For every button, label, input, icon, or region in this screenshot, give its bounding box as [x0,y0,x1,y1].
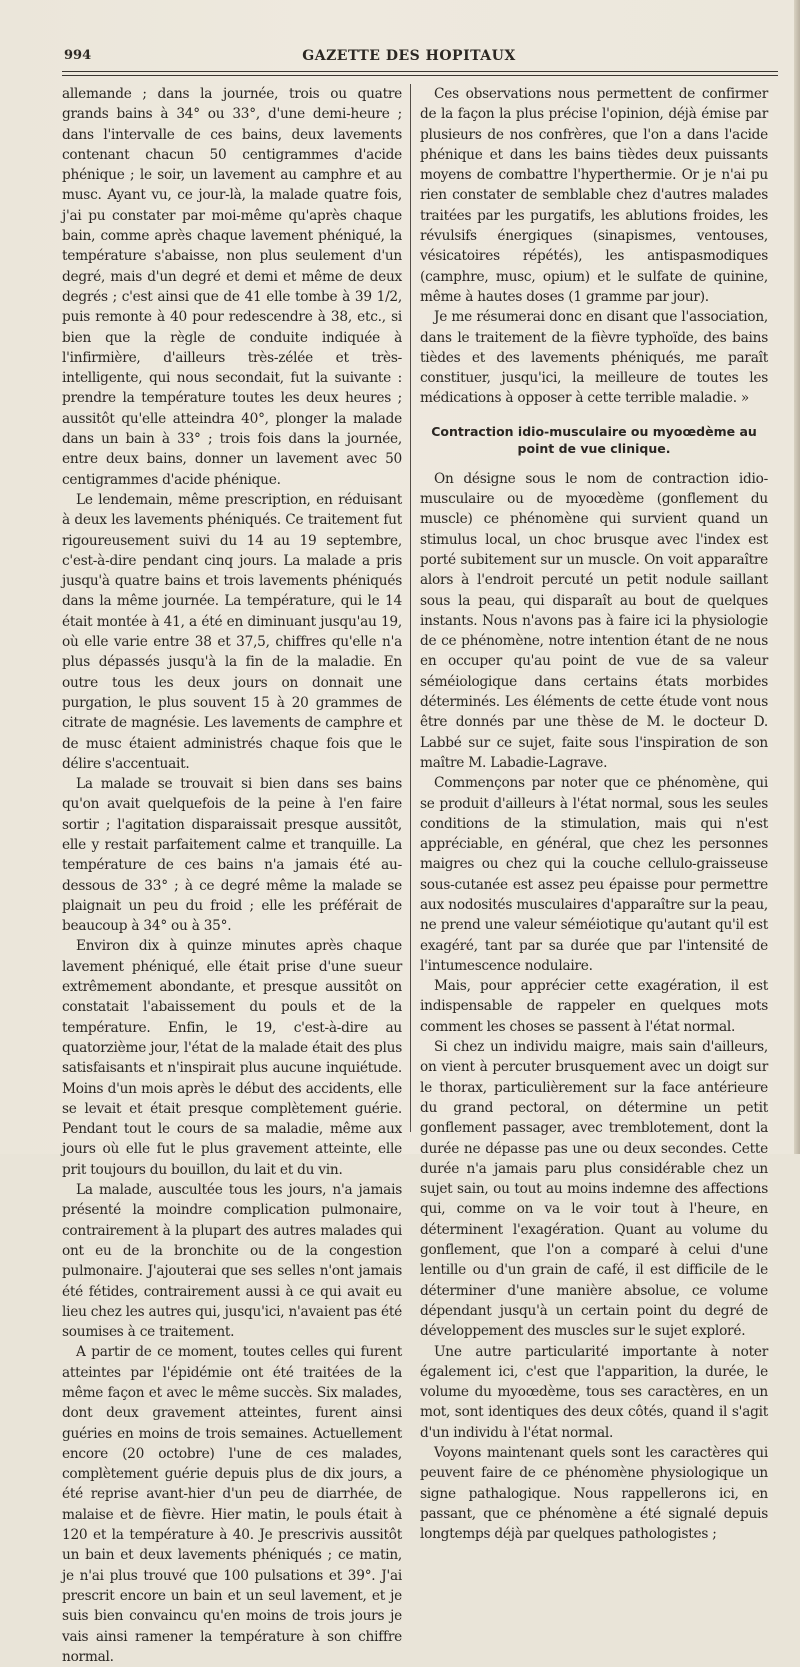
left-paragraph: allemande ; dans la journée, trois ou quatre grands bains à 34° ou 33°, d'une demi-heure ; dans l'intervalle de ces bains, deux lavements contenant chacun 50 centigrammes d'acide phénique ; le soir, un lavement au camphre et au musc. Ayant vu, ce jour-là, la malade quatre fois, j'ai pu constater par moi-même qu'après chaque bain, comme après chaque lavement phéniqué, la température s'abaisse, non plus seulement d'un degré, mais d'un degré et demi et même de deux degrés ; c'est ainsi que de 41 elle tombe à 39 1/2, puis remonte à 40 pour redescendre à 38, etc., si bien que la règle de conduite indiquée à l'infirmière, d'ailleurs très-zélée et très-intelligente, qui nous secondait, fut la suivante : prendre la température toutes les deux heures ; aussitôt qu'elle atteindra 40°, plonger la malade dans un bain à 33° ; trois fois dans la journée, entre deux bains, donner un lavement avec 50 centigrammes d'acide phénique. [62,86,402,488]
section-paragraph: Voyons maintenant quels sont les caractères qui peuvent faire de ce phénomène physiologique un signe pathalogique. Nous rappellerons ici, en passant, que ce phénomène a été signalé depuis longtemps déjà par quelques pathologistes ; [420,1445,768,1543]
section-heading: Contraction idio-musculaire ou myoœdème au point de vue clinique. [431,423,757,456]
section-paragraph: Si chez un individu maigre, mais sain d'ailleurs, on vient à percuter brusquement avec un doigt sur le thorax, particulièrement sur la face antérieure du grand pectoral, on détermine un petit gonflement passager, avec tremblotement, dont la durée ne dépasse pas une ou deux secondes. Cette durée n'a jamais paru plus considérable chez un sujet sain, ou tout au moins indemne des affections qui, comme on va le voir tout à l'heure, en déterminent l'exagération. Quant au volume du gonflement, que l'on a comparé à celui d'une lentille ou d'un grain de café, il est difficile de le déterminer d'une manière absolue, ce volume dépendant jusqu'à un certain point du degré de développement des muscles sur le sujet exploré. [420,1039,768,1340]
page-number: 994 [64,48,92,63]
left-paragraph: La malade se trouvait si bien dans ses bains qu'on avait quelquefois de la peine à l'en faire sortir ; l'agitation disparaissait presque aussitôt, elle y restait parfaitement calme et tranquille. La température de ces bains n'a jamais été au-dessous de 33° ; à ce degré même la malade se plaignait un peu du froid ; elle les préférait de beaucoup à 34° ou à 35°. [62,776,402,935]
right-paragraph: Ces observations nous permettent de confirmer de la façon la plus précise l'opinion, déjà émise par plusieurs de nos confrères, que l'on a dans l'acide phénique et dans les bains tièdes deux puissants moyens de combattre l'hyperthermie. Or je n'ai pu rien constater de semblable chez d'autres malades traitées par les purgatifs, les ablutions froides, les révulsifs énergiques (sinapismes, ventouses, vésicatoires répétés), les antispasmodiques (camphre, musc, opium) et le sulfate de quinine, même à hautes doses (1 gramme par jour). [420,86,768,305]
running-title: GAZETTE DES HOPITAUX [302,48,516,64]
left-column [62,84,402,1667]
section-paragraph: Une autre particularité importante à noter également ici, c'est que l'apparition, la durée, le volume du myoœdème, tous ses caractères, en un mot, sont identiques des deux côtés, quand il s'agit d'un individu à l'état normal. [420,1343,768,1441]
column-divider [410,84,411,1132]
section-paragraph: On désigne sous le nom de contraction idio-musculaire ou de myoœdème (gonflement du muscle) ce phénomène qui survient quand un stimulus local, un choc brusque avec l'index est porté subitement sur un muscle. On voit apparaître alors à l'endroit percuté un petit nodule saillant sous la peau, qui disparaît au bout de quelques instants. Nous n'avons pas à faire ici la physiologie de ce phénomène, notre intention étant de ne nous en occuper qu'au point de vue de sa valeur séméiologique dans certains états morbides déterminés. Les éléments de cette étude vont nous être donnés par une thèse de M. le docteur D. Labbé sur ce sujet, faite sous l'inspiration de son maître M. Labadie-Lagrave. [420,470,768,771]
page-header [40,46,778,68]
left-paragraph: La malade, auscultée tous les jours, n'a jamais présenté la moindre complication pulmonaire, contrairement à la plupart des autres malades qui ont eu de la bronchite ou de la congestion pulmonaire. J'ajouterai que ses selles n'ont jamais été fétides, contrairement aussi à ce qui avait eu lieu chez les autres qui, jusqu'ici, n'avaient pas été soumises à ce traitement. [62,1182,402,1341]
page-edge [794,0,800,1154]
section-paragraph: Commençons par noter que ce phénomène, qui se produit d'ailleurs à l'état normal, sous les seules conditions de la stimulation, mais qui n'est appréciable, en général, que chez les personnes maigres ou chez qui la couche cellulo-graisseuse sous-cutanée est assez peu épaisse pour permettre aux nodosités musculaires d'apparaître sur la peau, ne prend une valeur séméiotique qu'autant qu'il est exagéré, tant par sa durée que par l'intensité de l'intumescence nodulaire. [420,775,768,974]
right-paragraph: Je me résumerai donc en disant que l'association, dans le traitement de la fièvre typhoïde, des bains tièdes et des lavements phéniqués, me paraît constituer, jusqu'ici, la meilleure de toutes les médications à opposer à cette terrible maladie. » [420,309,768,407]
section-paragraph: Mais, pour apprécier cette exagération, il est indispensable de rappeler en quelques mots comment les choses se passent à l'état normal. [420,978,768,1035]
header-rule-top [62,71,778,72]
left-paragraph: Le lendemain, même prescription, en réduisant à deux les lavements phéniqués. Ce traitement fut rigoureusement suivi du 14 au 19 septembre, c'est-à-dire pendant cinq jours. La malade a pris jusqu'à quatre bains et trois lavements phéniqués dans la même journée. La température, qui le 14 était montée à 41, a été en diminuant jusqu'au 19, où elle varie entre 38 et 37,5, chiffres qu'elle n'a plus dépassés jusqu'à la fin de la maladie. En outre tous les deux jours on donnait une purgation, le plus souvent 15 à 20 grammes de citrate de magnésie. Les lavements de camphre et de musc étaient administrés chaque fois que le délire s'accentuait. [62,491,402,772]
header-rule-bottom [62,75,778,76]
right-column [420,84,768,1544]
left-paragraph: Environ dix à quinze minutes après chaque lavement phéniqué, elle était prise d'une sueur extrêmement abondante, et presque aussitôt on constatait l'abaissement du pouls et de la température. Enfin, le 19, c'est-à-dire au quatorzième jour, l'état de la malade était des plus satisfaisants et n'inspirait plus aucune inquiétude. Moins d'un mois après le début des accidents, elle se levait et était presque complètement guérie. Pendant tout le cours de sa maladie, même aux jours où elle fut le plus gravement atteinte, elle prit toujours du bouillon, du lait et du vin. [62,938,402,1178]
left-paragraph: A partir de ce moment, toutes celles qui furent atteintes par l'épidémie ont été traitées de la même façon et avec le même succès. Six malades, dont deux gravement atteintes, furent ainsi guéries en moins de trois semaines. Actuellement encore (20 octobre) l'une de ces malades, complètement guérie depuis plus de dix jours, a été reprise avant-hier d'un peu de diarrhée, de malaise et de fièvre. Hier matin, le pouls était à 120 et la température à 40. Je prescrivis aussitôt un bain et deux lavements phéniqués ; ce matin, je n'ai plus trouvé que 100 pulsations et 39°. J'ai prescrit encore un bain et un seul lavement, et je suis bien convaincu qu'en moins de trois jours je vais ainsi ramener la température à son chiffre normal. [62,1344,402,1665]
